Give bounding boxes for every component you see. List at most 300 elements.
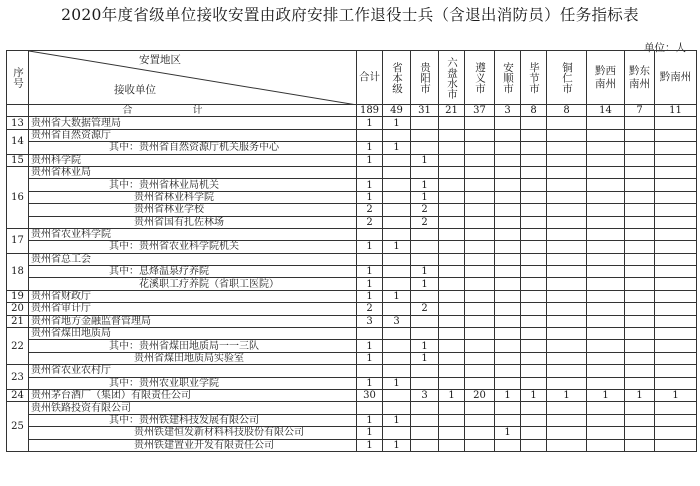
row-value (465, 266, 495, 278)
row-value (411, 377, 439, 389)
row-value (411, 290, 439, 302)
row-value: 1 (411, 278, 439, 290)
row-seq: 25 (7, 402, 29, 452)
row-value: 1 (625, 389, 655, 401)
row-value (625, 340, 655, 352)
row-value (465, 377, 495, 389)
row-value (655, 315, 697, 327)
row-value (495, 352, 521, 364)
row-value (655, 414, 697, 426)
row-value (465, 228, 495, 240)
row-value (439, 328, 465, 340)
row-unit-name: 贵州省煤田地质局 (29, 328, 357, 340)
row-value: 1 (411, 340, 439, 352)
row-seq: 16 (7, 166, 29, 228)
row-value: 1 (495, 427, 521, 439)
row-value (465, 278, 495, 290)
row-value (383, 328, 411, 340)
table-row (7, 228, 697, 240)
header-row (7, 51, 697, 105)
row-value (521, 179, 547, 191)
row-value (411, 365, 439, 377)
row-value: 1 (411, 352, 439, 364)
row-value (625, 204, 655, 216)
row-value (587, 377, 625, 389)
table-row (7, 142, 697, 154)
row-value (655, 365, 697, 377)
table-row (7, 365, 697, 377)
row-value (439, 142, 465, 154)
row-value (439, 117, 465, 129)
table-row (7, 427, 697, 439)
row-value (495, 328, 521, 340)
row-value (587, 191, 625, 203)
row-value (383, 278, 411, 290)
row-value (655, 266, 697, 278)
table-row (7, 216, 697, 228)
table-row (7, 241, 697, 253)
row-value (587, 241, 625, 253)
row-value: 1 (383, 377, 411, 389)
row-value (655, 241, 697, 253)
row-value (495, 439, 521, 451)
row-value (495, 253, 521, 265)
row-value (655, 216, 697, 228)
row-value (655, 439, 697, 451)
col-header-qiannan: 黔南州 (655, 51, 697, 105)
row-value (383, 204, 411, 216)
row-unit-name: 贵州省审计厅 (29, 303, 357, 315)
row-value (587, 129, 625, 141)
row-value (655, 117, 697, 129)
row-unit-name: 其中：贵州省林业局机关 (29, 179, 357, 191)
row-value (439, 129, 465, 141)
table-row (7, 166, 697, 178)
total-row: 合计 189 49 31 21 37 3 8 8 14 7 11 (7, 105, 697, 117)
row-value (625, 266, 655, 278)
row-value (465, 352, 495, 364)
row-value (495, 179, 521, 191)
row-value (495, 340, 521, 352)
row-value (547, 352, 587, 364)
row-value: 2 (411, 303, 439, 315)
row-value: 1 (357, 179, 383, 191)
row-unit-name: 其中：息烽温泉疗养院 (29, 266, 357, 278)
row-value (495, 154, 521, 166)
row-unit-name: 其中：贵州铁建科技发展有限公司 (29, 414, 357, 426)
row-unit-name: 贵州铁建置业开发有限责任公司 (29, 439, 357, 451)
row-value: 1 (383, 241, 411, 253)
page-title: 2020年度省级单位接收安置由政府安排工作退役士兵（含退出消防员）任务指标表 (61, 6, 639, 24)
row-unit-name: 其中：贵州省自然资源厅机关服务中心 (29, 142, 357, 154)
row-unit-name: 贵州省大数据管理局 (29, 117, 357, 129)
row-value (587, 228, 625, 240)
row-value (521, 166, 547, 178)
row-unit-name: 其中：贵州省煤田地质局一一三队 (29, 340, 357, 352)
row-value (625, 290, 655, 302)
row-value (521, 365, 547, 377)
table-row (7, 377, 697, 389)
row-unit-name: 贵州省农业科学院 (29, 228, 357, 240)
row-value: 1 (411, 266, 439, 278)
row-value (625, 166, 655, 178)
row-value: 3 (357, 315, 383, 327)
row-value (655, 142, 697, 154)
row-value (625, 216, 655, 228)
col-header-tongren: 铜仁市 (547, 51, 587, 105)
row-value (465, 365, 495, 377)
row-value (411, 228, 439, 240)
row-value: 1 (357, 352, 383, 364)
seq-header: 序号 (7, 51, 29, 105)
row-value (587, 352, 625, 364)
row-value (495, 290, 521, 302)
row-value: 30 (357, 389, 383, 401)
row-value (439, 290, 465, 302)
row-value: 2 (357, 216, 383, 228)
row-value (587, 154, 625, 166)
row-value: 1 (357, 142, 383, 154)
row-seq: 21 (7, 315, 29, 327)
row-value (587, 216, 625, 228)
row-unit-name: 贵州省财政厅 (29, 290, 357, 302)
row-value (495, 191, 521, 203)
row-unit-name: 贵州省地方金融监督管理局 (29, 315, 357, 327)
row-value (357, 228, 383, 240)
row-value (495, 377, 521, 389)
row-value (655, 427, 697, 439)
table-row (7, 129, 697, 141)
row-value (521, 377, 547, 389)
row-value (465, 402, 495, 414)
row-value (465, 142, 495, 154)
col-header-bijie: 毕节市 (521, 51, 547, 105)
row-value (655, 166, 697, 178)
row-value (383, 340, 411, 352)
row-value (587, 303, 625, 315)
row-value (521, 414, 547, 426)
row-value (625, 228, 655, 240)
row-value (655, 129, 697, 141)
row-value: 1 (383, 414, 411, 426)
col-header-guiyang: 贵阳市 (411, 51, 439, 105)
row-value (383, 154, 411, 166)
row-value (383, 228, 411, 240)
table-row (7, 303, 697, 315)
row-value (383, 365, 411, 377)
row-value (411, 328, 439, 340)
row-value (521, 328, 547, 340)
row-value: 1 (357, 241, 383, 253)
row-value: 1 (439, 389, 465, 401)
row-value (383, 389, 411, 401)
row-value (411, 129, 439, 141)
row-value (547, 340, 587, 352)
row-value (587, 204, 625, 216)
row-value (547, 129, 587, 141)
row-value: 1 (357, 266, 383, 278)
row-value (547, 377, 587, 389)
table-row (7, 179, 697, 191)
row-unit-name: 贵州省国有扎佐林场 (29, 216, 357, 228)
row-value (495, 166, 521, 178)
row-value (547, 439, 587, 451)
unit-header: 接收单位 (114, 84, 156, 96)
row-value (547, 166, 587, 178)
row-value (587, 427, 625, 439)
row-value (495, 142, 521, 154)
row-value (547, 241, 587, 253)
unit-label: 单位：人 (644, 42, 686, 54)
row-value: 1 (383, 117, 411, 129)
row-value (383, 253, 411, 265)
col-header-qiandongnan: 黔东南州 (625, 51, 655, 105)
table-row (7, 402, 697, 414)
quota-table (6, 50, 697, 452)
row-value (521, 191, 547, 203)
row-unit-name: 贵州省林业科学院 (29, 191, 357, 203)
col-header-zunyi: 遵义市 (465, 51, 495, 105)
row-value (521, 340, 547, 352)
row-value (547, 266, 587, 278)
row-value (465, 241, 495, 253)
row-value (357, 166, 383, 178)
row-unit-name: 花溪职工疗养院（省职工医院） (29, 278, 357, 290)
row-value: 1 (357, 414, 383, 426)
row-value (547, 414, 587, 426)
row-value: 2 (357, 303, 383, 315)
row-value (587, 414, 625, 426)
row-value (439, 427, 465, 439)
row-value (521, 352, 547, 364)
row-value (587, 328, 625, 340)
row-value (587, 340, 625, 352)
row-value (521, 427, 547, 439)
table-row (7, 117, 697, 129)
region-unit-header (29, 51, 357, 105)
row-value (439, 439, 465, 451)
row-value (655, 204, 697, 216)
row-value: 2 (357, 204, 383, 216)
row-value (625, 191, 655, 203)
row-seq: 23 (7, 365, 29, 390)
row-value (587, 266, 625, 278)
row-value (357, 129, 383, 141)
table-row (7, 290, 697, 302)
row-value: 3 (411, 389, 439, 401)
row-value (439, 154, 465, 166)
row-value (587, 117, 625, 129)
row-value (439, 402, 465, 414)
row-value (521, 204, 547, 216)
row-value (655, 402, 697, 414)
row-value (383, 179, 411, 191)
row-value: 1 (383, 290, 411, 302)
row-value (465, 216, 495, 228)
row-value: 1 (383, 439, 411, 451)
row-seq: 22 (7, 328, 29, 365)
row-seq: 18 (7, 253, 29, 290)
row-value (625, 154, 655, 166)
row-value (521, 439, 547, 451)
row-value (439, 241, 465, 253)
row-value (465, 414, 495, 426)
row-value: 1 (357, 377, 383, 389)
row-value (383, 166, 411, 178)
row-value (547, 402, 587, 414)
row-seq: 24 (7, 389, 29, 401)
row-value (625, 179, 655, 191)
row-unit-name: 贵州铁路投资有限公司 (29, 402, 357, 414)
row-value (439, 278, 465, 290)
row-value (587, 278, 625, 290)
row-value (625, 352, 655, 364)
row-value (495, 315, 521, 327)
row-value (383, 216, 411, 228)
row-value (383, 402, 411, 414)
row-value (439, 166, 465, 178)
row-value (625, 414, 655, 426)
col-header-liupanshui: 六盘水市 (439, 51, 465, 105)
row-value (495, 414, 521, 426)
row-value (411, 241, 439, 253)
row-value (411, 402, 439, 414)
row-value (547, 278, 587, 290)
row-seq: 15 (7, 154, 29, 166)
region-header: 安置地区 (139, 54, 181, 66)
row-value (495, 365, 521, 377)
row-value (625, 278, 655, 290)
row-value (655, 340, 697, 352)
table-row (7, 204, 697, 216)
row-value: 1 (411, 154, 439, 166)
row-value (383, 303, 411, 315)
row-value (439, 266, 465, 278)
row-value: 3 (383, 315, 411, 327)
table-row (7, 315, 697, 327)
row-value (547, 328, 587, 340)
row-value (439, 315, 465, 327)
row-value (547, 365, 587, 377)
row-value (465, 191, 495, 203)
row-value (439, 377, 465, 389)
row-unit-name: 贵州铁建恒发新材料科技股份有限公司 (29, 427, 357, 439)
table-row (7, 328, 697, 340)
row-value (357, 365, 383, 377)
row-value (439, 365, 465, 377)
row-value (521, 142, 547, 154)
row-value (465, 166, 495, 178)
row-value (655, 228, 697, 240)
row-value: 20 (465, 389, 495, 401)
row-value (547, 253, 587, 265)
row-value (547, 179, 587, 191)
row-seq: 13 (7, 117, 29, 129)
table-row (7, 154, 697, 166)
row-value (495, 204, 521, 216)
row-value: 1 (357, 439, 383, 451)
row-unit-name: 贵州省煤田地质局实验室 (29, 352, 357, 364)
row-value (547, 204, 587, 216)
table-row (7, 191, 697, 203)
row-value: 1 (383, 142, 411, 154)
row-value (655, 290, 697, 302)
col-header-anshun: 安顺市 (495, 51, 521, 105)
row-value (547, 154, 587, 166)
row-value (357, 328, 383, 340)
row-value (655, 328, 697, 340)
row-value (547, 303, 587, 315)
row-value (439, 179, 465, 191)
row-value (439, 191, 465, 203)
table-row (7, 352, 697, 364)
row-value (439, 414, 465, 426)
row-value (521, 228, 547, 240)
row-value (521, 129, 547, 141)
row-value (521, 241, 547, 253)
row-value (521, 266, 547, 278)
row-value (625, 427, 655, 439)
row-unit-name: 贵州科学院 (29, 154, 357, 166)
row-value (521, 117, 547, 129)
row-value (547, 216, 587, 228)
row-value: 1 (655, 389, 697, 401)
row-value: 1 (357, 340, 383, 352)
row-value (465, 179, 495, 191)
row-value (587, 142, 625, 154)
row-value: 1 (547, 389, 587, 401)
row-value (625, 241, 655, 253)
diagonal-line (29, 51, 357, 105)
row-value (465, 439, 495, 451)
row-value (547, 142, 587, 154)
row-value (383, 352, 411, 364)
row-value: 1 (357, 290, 383, 302)
row-value (439, 340, 465, 352)
col-header-province: 省本级 (383, 51, 411, 105)
row-value (495, 303, 521, 315)
row-value (411, 414, 439, 426)
row-value (587, 290, 625, 302)
row-value (547, 117, 587, 129)
row-value (411, 117, 439, 129)
row-value (411, 142, 439, 154)
row-unit-name: 贵州省总工会 (29, 253, 357, 265)
row-value (547, 290, 587, 302)
table-row (7, 340, 697, 352)
row-value (625, 129, 655, 141)
table-row (7, 439, 697, 451)
row-value (521, 154, 547, 166)
row-value: 1 (587, 389, 625, 401)
row-value: 1 (357, 117, 383, 129)
row-value (655, 352, 697, 364)
row-value (521, 278, 547, 290)
row-value: 1 (411, 191, 439, 203)
row-value (547, 228, 587, 240)
row-value (625, 402, 655, 414)
row-value (495, 402, 521, 414)
row-value (439, 303, 465, 315)
row-value: 1 (357, 278, 383, 290)
row-value (655, 377, 697, 389)
row-value: 1 (411, 179, 439, 191)
row-value (655, 191, 697, 203)
row-value (625, 303, 655, 315)
row-value (465, 328, 495, 340)
row-unit-name: 贵州省林业学校 (29, 204, 357, 216)
row-value (521, 216, 547, 228)
